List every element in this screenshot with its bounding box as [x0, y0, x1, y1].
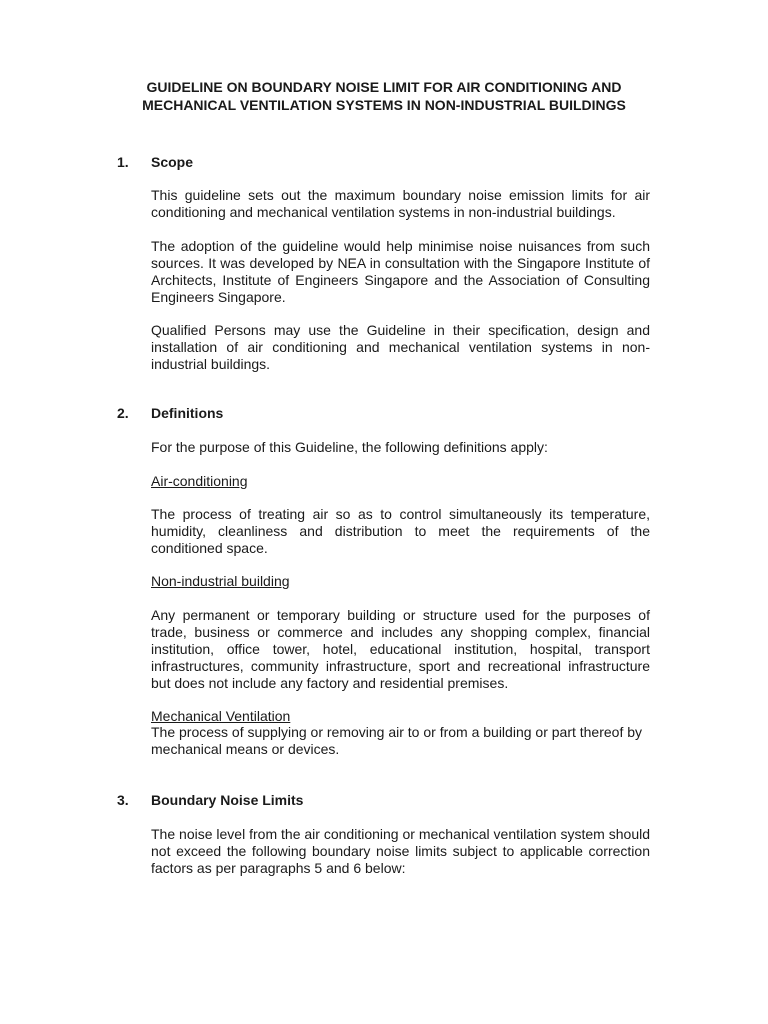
- boundary-noise-paragraph: The noise level from the air conditioning or mechanical ventilation system should not exceed the following boundary noise limits subject to applicable correction factors as per paragraphs 5 and 6 below:: [151, 826, 650, 876]
- title-line-1: GUIDELINE ON BOUNDARY NOISE LIMIT FOR AIR CONDITIONING AND: [146, 79, 622, 95]
- definition-term-air-conditioning: Air-conditioning: [151, 473, 248, 489]
- title-line-2: MECHANICAL VENTILATION SYSTEMS IN NON-INDUSTRIAL BUILDINGS: [142, 97, 626, 113]
- section-3-number: 3.: [117, 792, 129, 808]
- document-title: [100, 78, 668, 114]
- definition-term-mechanical-ventilation: Mechanical Ventilation: [151, 708, 291, 724]
- definitions-intro: For the purpose of this Guideline, the following definitions apply:: [151, 439, 548, 455]
- definition-text-non-industrial-building: Any permanent or temporary building or structure used for the purposes of trade, business or commerce and includes any shopping complex, financial institution, office tower, hotel, educational institution, hospital, transport infrastructures, community infrastructure, sport and recreational infrastructure but does not include any factory and residential premises.: [151, 607, 650, 691]
- scope-paragraph-2: The adoption of the guideline would help minimise noise nuisances from such sources. It was developed by NEA in consultation with the Singapore Institute of Architects, Institute of Engineers Singapore and the Association of Consulting Engineers Singapore.: [151, 238, 650, 305]
- section-1-number: 1.: [117, 154, 129, 170]
- section-1-heading: Scope: [151, 154, 194, 170]
- section-3-heading: Boundary Noise Limits: [151, 792, 304, 808]
- scope-paragraph-3: Qualified Persons may use the Guideline in their specification, design and installation of air conditioning and mechanical ventilation systems in non-industrial buildings.: [151, 322, 650, 372]
- definition-text-air-conditioning: The process of treating air so as to control simultaneously its temperature, humidity, cleanliness and distribution to meet the requirements of the conditioned space.: [151, 506, 650, 556]
- definition-term-non-industrial-building: Non-industrial building: [151, 573, 290, 589]
- scope-paragraph-1: This guideline sets out the maximum boundary noise emission limits for air conditioning and mechanical ventilation systems in non-industrial buildings.: [151, 187, 650, 220]
- section-2-heading: Definitions: [151, 405, 224, 421]
- definition-text-mechanical-ventilation: The process of supplying or removing air to or from a building or part thereof by mechanical means or devices.: [151, 724, 643, 757]
- section-2-number: 2.: [117, 405, 129, 421]
